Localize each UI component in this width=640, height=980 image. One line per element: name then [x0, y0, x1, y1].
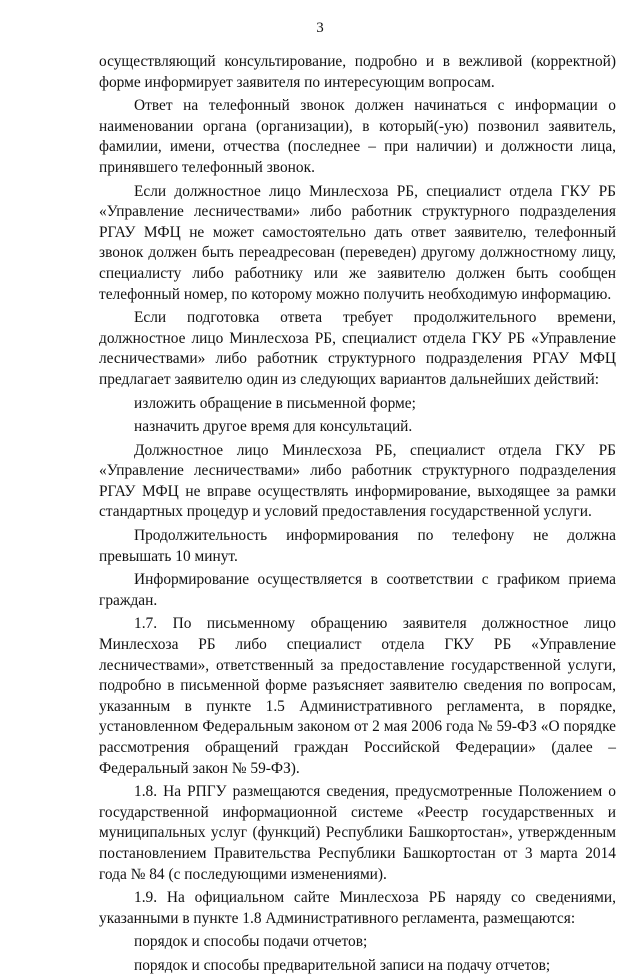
section-1-9: 1.9. На официальном сайте Минлесхоза РБ наряду со сведениями, указанными в пункте 1.8 Административного регламента, размещаются:	[99, 889, 616, 927]
paragraph: Если подготовка ответа требует продолжительного времени, должностное лицо Минлесхоза РБ, специалист отдела ГКУ РБ «Управление лесничествами» либо работник структурного подразделения РГАУ МФЦ предлагает заявителю один из следующих вариантов дальнейших действий:	[99, 309, 616, 388]
list-item: порядок и способы подачи отчетов;	[134, 933, 368, 951]
list-item: изложить обращение в письменной форме;	[134, 394, 416, 412]
paragraph: Должностное лицо Минлесхоза РБ, специалист отдела ГКУ РБ «Управление лесничествами» либо работник структурного подразделения РГАУ МФЦ не вправе осуществлять информирование, выходящее за рамки стандартных процедур и условий предоставления государственной услуги.	[99, 441, 616, 521]
paragraph: Ответ на телефонный звонок должен начинаться с информации о наименовании органа (организации), в который(-ую) позвонил заявитель, фамилии, имени, отчества (последнее – при наличии) и должности лица, принявшего телефонный звонок.	[99, 97, 616, 176]
list-item: порядок и способы предварительной записи на подачу отчетов;	[134, 956, 551, 974]
section-1-7: 1.7. По письменному обращению заявителя должностное лицо Минлесхоза РБ либо специалист отдела ГКУ РБ «Управление лесничествами», ответственный за предоставление государственной услуги, подробно в письменной форме разъясняет заявителю сведения по вопросам, указанным в пункте 1.5 Административного регламента, в порядке, установленном Федеральным законом от 2 мая 2006 года № 59-ФЗ «О порядке рассмотрения обращений граждан Российской Федерации» (далее – Федеральный закон № 59-ФЗ).	[99, 615, 616, 777]
list-item: назначить другое время для консультаций.	[134, 418, 413, 436]
paragraph: Продолжительность информирования по телефону не должна превышать 10 минут.	[99, 527, 616, 565]
section-1-8: 1.8. На РПГУ размещаются сведения, предусмотренные Положением о государственной информационной системе «Реестр государственных и муниципальных услуг (функций) Республики Башкортостан», утвержденным постановлением Правительства Республики Башкортостан от 3 марта 2014 года № 84 (с последующими изменениями).	[99, 783, 616, 883]
document-body	[99, 52, 616, 980]
page-number: 3	[316, 20, 324, 36]
paragraph: Если должностное лицо Минлесхоза РБ, специалист отдела ГКУ РБ «Управление лесничествами» либо работник структурного подразделения РГАУ МФЦ не может самостоятельно дать ответ заявителю, телефонный звонок должен быть переадресован (переведен) другому должностному лицу, специалисту либо работнику или же заявителю должен быть сообщен телефонный номер, по которому можно получить необходимую информацию.	[99, 182, 616, 303]
paragraph: осуществляющий консультирование, подробно и в вежливой (корректной) форме информирует заявителя по интересующим вопросам.	[99, 53, 616, 91]
paragraph: Информирование осуществляется в соответствии с графиком приема граждан.	[99, 571, 616, 609]
